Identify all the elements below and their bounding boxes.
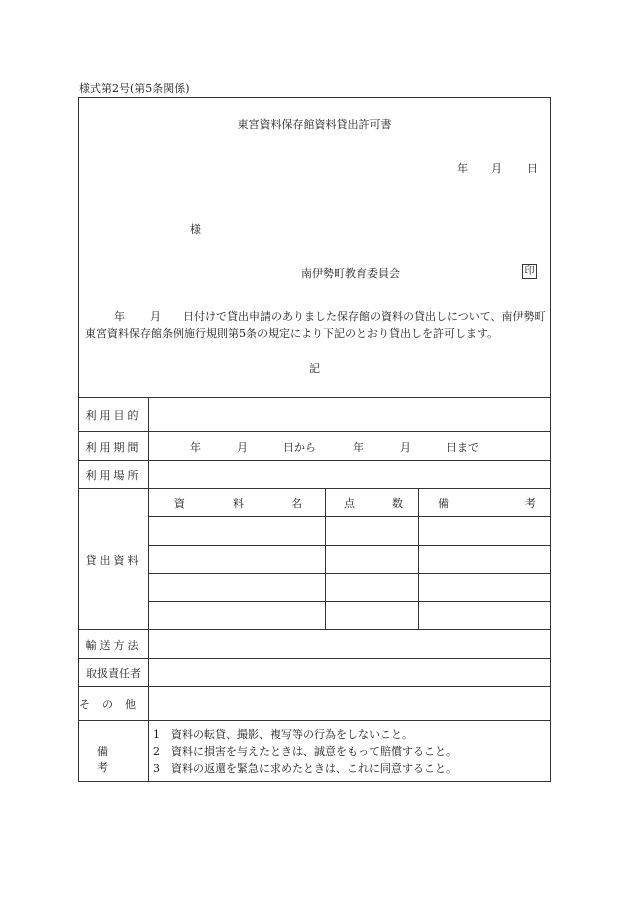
remarks-label: 備 考 [97,745,130,774]
rule-after-place [79,488,550,489]
items-header-count-1: 点 [344,497,355,510]
rule-after-other [79,720,550,721]
rule-after-purpose [79,431,550,432]
rule-after-period [79,460,550,461]
rule-after-items [79,629,550,630]
note-item-3: 3 資料の返還を緊急に求めたときは、これに同意すること。 [153,762,457,775]
document-title: 東宮資料保存館資料貸出許可書 [237,118,392,131]
date-day-label: 日 [527,162,538,175]
items-header-name-3: 名 [291,497,302,510]
items-header-count-2: 数 [392,497,403,510]
place-label: 利用場所 [85,469,142,482]
label-column-rule [148,397,149,781]
period-label: 利用期間 [85,441,142,454]
items-header-name-2: 料 [233,497,244,510]
loan-items-label: 貸出資料 [85,554,142,567]
rule-after-handler [79,686,550,687]
note-item-1: 1 資料の転貸、撮影、複写等の行為をしないこと。 [153,728,413,741]
rule-after-transport [79,658,550,659]
seal-mark: 印 [522,264,537,279]
period-to-month: 月 [400,441,411,454]
period-to-year: 年 [353,441,364,454]
issuer-name: 南伊勢町教育委員会 [301,267,400,280]
items-rule-4 [148,601,550,602]
period-from-month: 月 [237,441,248,454]
period-to: 日まで [446,441,479,454]
note-item-2: 2 資料に損害を与えたときは、誠意をもって賠償すること。 [153,745,457,758]
ki-heading: 記 [309,362,320,375]
items-header-note-1: 備 [438,497,449,510]
permit-form [78,97,551,782]
items-name-count-rule [325,488,326,629]
items-count-note-rule [418,488,419,629]
period-from-year: 年 [190,441,201,454]
transport-label: 輸送方法 [85,639,142,652]
other-label: その他 [79,698,148,711]
table-top-rule [79,397,550,398]
form-number-label: 様式第2号(第5条関係) [79,82,190,95]
items-rule-2 [148,545,550,546]
statement-year: 年 [114,310,125,323]
handler-label: 取扱責任者 [86,667,141,680]
date-year-label: 年 [457,162,468,175]
date-month-label: 月 [491,162,502,175]
items-header-name-1: 資 [174,497,185,510]
items-rule-3 [148,573,550,574]
items-rule-1 [148,516,550,517]
items-header-note-2: 考 [525,497,536,510]
permit-statement [85,308,547,342]
statement-month: 月 [150,310,161,323]
period-from: 日から [283,441,316,454]
purpose-label: 利用目的 [85,409,142,422]
recipient-suffix: 様 [190,223,201,236]
statement-text: 日付けで貸出申請のありました保存館の資料の貸出しについて、南伊勢町東宮資料保存館条例施行規則第5条の規定により下記のとおり貸出しを許可します。 [85,310,546,340]
